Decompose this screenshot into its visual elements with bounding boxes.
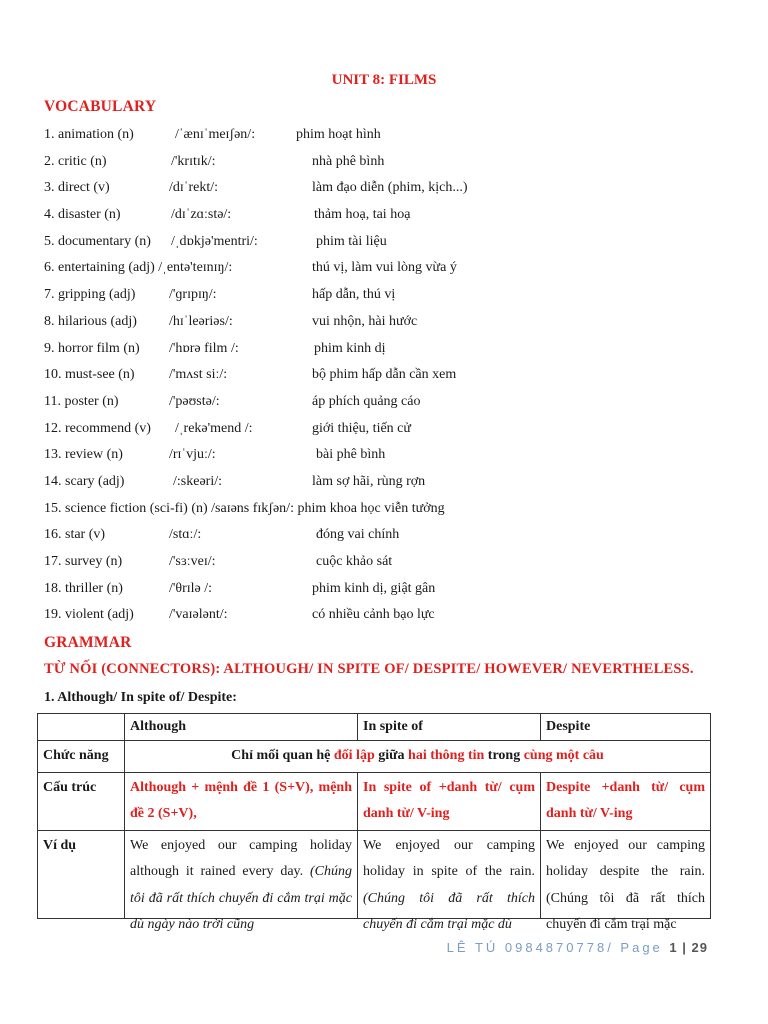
function-highlight: đối lập [333, 748, 375, 763]
table-row-example [38, 830, 711, 918]
vocab-item [44, 602, 744, 629]
vocab-term: 14. scary (adj) [44, 473, 125, 489]
vocab-ipa: /'krɪtɪk/: [171, 153, 216, 169]
vocab-ipa: /'hɒrə film /: [169, 340, 239, 356]
vocab-term: 4. disaster (n) [44, 207, 121, 223]
vocab-item [44, 149, 744, 176]
vocab-item [44, 282, 744, 309]
function-text: giữa [374, 748, 409, 763]
vocab-item [44, 496, 744, 523]
vocab-meaning: thú vị, làm vui lòng vừa ý [312, 260, 457, 276]
vocab-term: 11. poster (n) [44, 393, 119, 409]
vocab-meaning: phim hoạt hình [296, 127, 381, 142]
function-text: Chỉ mối quan hệ [231, 748, 334, 763]
vocab-meaning: hấp dẫn, thú vị [312, 287, 396, 303]
structure-despite: Despite +danh từ/ cụm danh từ/ V-ing [541, 772, 711, 830]
vocab-meaning: đóng vai chính [316, 527, 400, 543]
vocab-term: 8. hilarious (adj) [44, 313, 137, 329]
vocab-ipa: /dɪˈzɑːstə/: [171, 207, 232, 223]
vocab-item [44, 122, 744, 149]
example-vietnamese: (Chúng tôi đã rất thích chuyến đi cắm trại mặc dù [363, 890, 535, 932]
vocab-meaning: phim tài liệu [316, 233, 387, 249]
vocab-ipa: /ˌdɒkjə'mentri/: [171, 233, 258, 249]
vocab-ipa: /rɪˈvjuː/: [169, 447, 216, 463]
vocab-ipa: /'ɡrɪpɪŋ/: [169, 287, 217, 303]
table-header-cell: In spite of [358, 714, 541, 741]
example-english: We enjoyed our camping holiday despite the rain. [546, 837, 705, 879]
example-label: Ví dụ [38, 830, 125, 918]
vocab-ipa: /ˈænɪˈmeɪʃən/: [175, 127, 256, 142]
vocab-meaning: bộ phim hấp dẫn cần xem [312, 367, 457, 383]
example-english: We enjoyed our camping holiday in spite of the rain. [363, 837, 535, 879]
grammar-table [37, 713, 711, 932]
page-total: 29 [691, 940, 708, 955]
function-text: trong [484, 748, 524, 763]
vocab-term: 13. review (n) [44, 447, 123, 463]
vocab-term: 3. direct (v) [44, 180, 110, 196]
vocab-ipa: /'sɜːveɪ/: [169, 554, 216, 569]
vocab-item [44, 442, 744, 469]
function-highlight: cùng một câu [523, 748, 604, 763]
vocab-term: 18. thriller (n) [44, 580, 123, 596]
example-english: We enjoyed our camping holiday although it rained every day. [130, 837, 352, 879]
vocab-term: 15. science fiction (sci-fi) (n) /saɪəns fɪkʃən/: phim khoa học viễn tưởng [44, 500, 445, 516]
vocab-ipa: /ˌrekə'mend /: [175, 420, 253, 436]
vocab-term: 7. gripping (adj) [44, 287, 136, 303]
table-header-cell [38, 714, 125, 741]
vocab-item [44, 522, 744, 549]
vocab-item [44, 202, 744, 229]
vocab-item [44, 549, 744, 576]
vocab-meaning: giới thiệu, tiến cử [312, 420, 411, 436]
vocab-item [44, 229, 744, 256]
vocab-item [44, 576, 744, 603]
example-in-spite-of [358, 830, 541, 932]
table-header-cell: Despite [541, 714, 711, 741]
vocab-term: 19. violent (adj) [44, 607, 134, 623]
vocab-ipa: /dɪˈrekt/: [169, 180, 218, 196]
footer-author: LÊ TÚ 0984870778 [446, 940, 608, 955]
vocabulary-list [44, 122, 744, 629]
vocab-ipa: /'vaɪələnt/: [169, 607, 228, 623]
vocab-item [44, 362, 744, 389]
vocab-ipa: /'mʌst siː/: [169, 367, 228, 383]
vocab-item [44, 309, 744, 336]
vocab-meaning: phim kinh dị [314, 340, 386, 356]
vocab-term: 17. survey (n) [44, 554, 123, 569]
vocab-item [44, 469, 744, 496]
table-header-row [38, 714, 711, 741]
vocab-ipa: /'θrɪlə /: [169, 580, 213, 596]
example-vietnamese: (Chúng tôi đã rất thích chuyến đi cắm trại mặc dù ngày nào trời cũng [130, 864, 352, 932]
page-number: 1 [669, 940, 678, 955]
vocab-item [44, 389, 744, 416]
page-footer: LÊ TÚ 0984870778/ Page 1 | 29 [446, 940, 708, 955]
structure-in-spite-of: In spite of +danh từ/ cụm danh từ/ V-ing [358, 772, 541, 830]
vocab-meaning: nhà phê bình [312, 153, 385, 169]
vocab-meaning: bài phê bình [316, 447, 386, 463]
vocab-meaning: thảm hoạ, tai hoạ [314, 207, 411, 223]
vocab-meaning: vui nhộn, hài hước [312, 313, 418, 329]
function-highlight: hai thông tin [408, 748, 485, 763]
section-heading: 1. Although/ In spite of/ Despite: [44, 690, 237, 705]
vocab-item [44, 416, 744, 443]
structure-label: Cấu trúc [38, 772, 125, 830]
vocab-meaning: làm sợ hãi, rùng rợn [312, 473, 426, 489]
table-row-function [38, 741, 711, 773]
vocab-term: 5. documentary (n) [44, 233, 151, 249]
function-cell [125, 741, 711, 773]
vocabulary-heading: VOCABULARY [44, 98, 157, 115]
vocab-term: 2. critic (n) [44, 153, 107, 169]
grammar-heading: GRAMMAR [44, 634, 132, 651]
vocab-meaning: áp phích quảng cáo [312, 393, 421, 409]
footer-page-label: / Page [607, 940, 663, 955]
vocab-ipa: /:skeəri/: [173, 473, 222, 489]
function-label: Chức năng [38, 741, 125, 773]
structure-although: Although + mệnh đề 1 (S+V), mệnh đề 2 (S+V), [125, 772, 358, 830]
vocab-term: 6. entertaining (adj) /ˌentə'teɪnɪŋ/: [44, 260, 233, 276]
vocab-meaning: làm đạo diễn (phim, kịch...) [312, 180, 468, 196]
vocab-ipa: /stɑː/: [169, 527, 202, 543]
vocab-term: 16. star (v) [44, 527, 106, 543]
vocab-term: 1. animation (n) [44, 127, 134, 142]
page-title: UNIT 8: FILMS [331, 72, 437, 88]
vocab-ipa: /hɪˈleəriəs/: [169, 313, 233, 329]
vocab-item [44, 175, 744, 202]
vocab-item [44, 255, 744, 282]
example-although [125, 830, 358, 932]
connectors-heading: TỪ NỐI (CONNECTORS): ALTHOUGH/ IN SPITE OF/ DESPITE/ HOWEVER/ NEVERTHELESS. [44, 661, 694, 677]
vocab-term: 9. horror film (n) [44, 340, 140, 356]
example-despite [541, 830, 711, 932]
example-vietnamese: (Chúng tôi đã rất thích chuyến đi cắm trại mặc [546, 890, 705, 932]
table-row-structure [38, 772, 711, 830]
table-header-cell: Although [125, 714, 358, 741]
vocab-ipa: /'pəʊstə/: [169, 393, 220, 409]
vocab-term: 10. must-see (n) [44, 367, 135, 383]
vocab-meaning: cuộc khảo sát [316, 554, 393, 569]
vocab-term: 12. recommend (v) [44, 420, 151, 436]
vocab-meaning: có nhiều cảnh bạo lực [312, 607, 435, 623]
vocab-meaning: phim kinh dị, giật gân [312, 580, 436, 596]
vocab-item [44, 336, 744, 363]
